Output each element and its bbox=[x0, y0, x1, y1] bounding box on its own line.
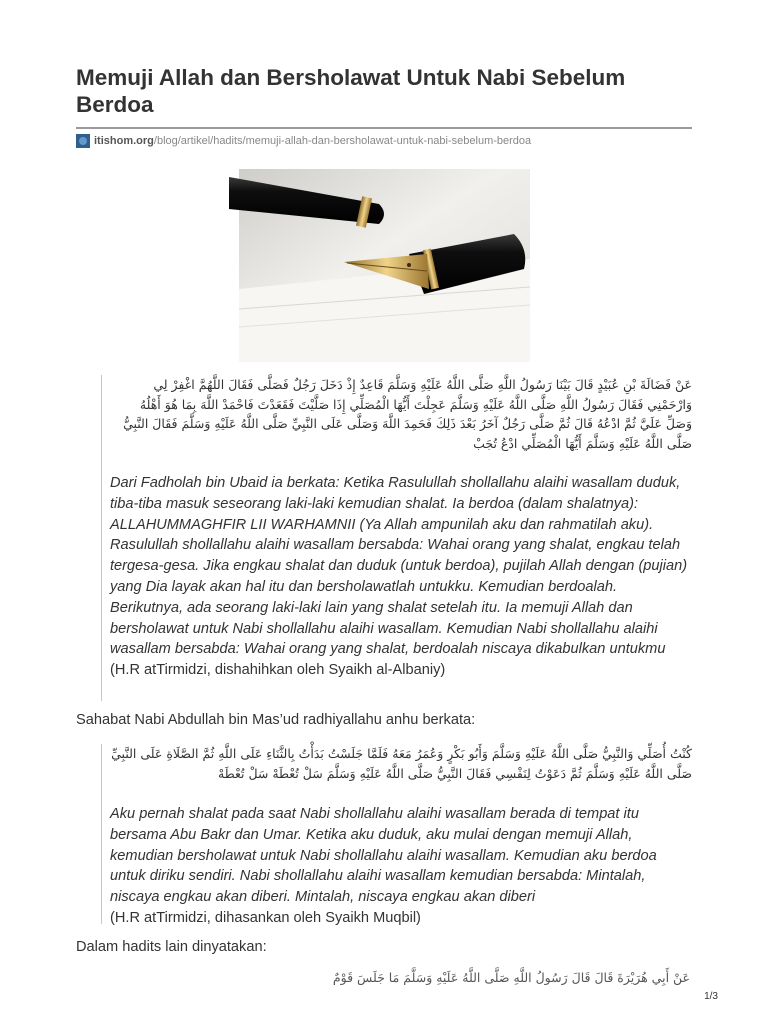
hadith-2-reference: (H.R atTirmidzi, dihasankan oleh Syaikh Muqbil) bbox=[110, 909, 421, 926]
hadith-quote-2 bbox=[101, 744, 692, 924]
hadith-1-translation: Dari Fadholah bin Ubaid ia berkata: Ketika Rasulullah shollallahu alaihi wasallam duduk, tiba-tiba masuk seseorang laki-laki kemudian shalat. Ia berdoa (dalam shalatnya): ALLAHUMMAGHFIR LII WARHAMNII (Ya Allah ampunilah aku dan rahmatilah aku). Rasulullah shollallahu alaihi wasallam bersabda: Wahai orang yang shalat, engkau telah tergesa-gesa. Jika engkau shalat dan duduk (untuk berdoa), pujilah Allah dengan (pujian) yang Dia layak akan hal itu dan bersholawatlah untukku. Kemudian berdoalah. Berikutnya, ada seorang laki-laki lain yang shalat setelah itu. Ia memuji Allah dan bersholawat untuk Nabi shollallahu alaihi wasallam. Kemudian Nabi shollallahu alaihi wasallam bersabda: Wahai orang yang shalat, berdoalah niscaya dikabulkan untukmu bbox=[110, 475, 688, 658]
hadith-1-reference: (H.R atTirmidzi, dishahihkan oleh Syaikh al-Albaniy) bbox=[110, 662, 446, 679]
source-domain[interactable]: itishom.org bbox=[94, 135, 154, 147]
hadith-1-translation-block bbox=[110, 473, 690, 681]
site-favicon-icon bbox=[76, 134, 90, 148]
title-divider bbox=[76, 127, 692, 129]
cutoff-arabic-line: عَنْ أَبِي هُرَيْرَةَ قَالَ قَالَ رَسُولُ اللَّهِ صَلَّى اللَّهُ عَلَيْهِ وَسَلَّمَ مَا جَلَسَ قَوْمٌ bbox=[332, 970, 690, 985]
intro-paragraph-3: Dalam hadits lain dinyatakan: bbox=[76, 939, 267, 955]
hadith-quote-1 bbox=[101, 375, 692, 701]
source-path[interactable]: /blog/artikel/hadits/memuji-allah-dan-bersholawat-untuk-nabi-sebelum-berdoa bbox=[153, 135, 532, 147]
page-number: 1/3 bbox=[704, 991, 718, 1002]
source-line[interactable] bbox=[76, 133, 531, 149]
hadith-2-arabic: كُنْتُ أُصَلِّي وَالنَّبِيُّ صَلَّى اللَّهُ عَلَيْهِ وَسَلَّمَ وَأَبُو بَكْرٍ وَعُمَرُ مَعَهُ فَلَمَّا جَلَسْتُ بَدَأْتُ بِالثَّنَاءِ عَلَى اللَّهِ ثُمَّ الصَّلَاةِ عَلَى النَّبِيِّ صَلَّى اللَّهُ عَلَيْهِ وَسَلَّمَ ثُمَّ دَعَوْتُ لِنَفْسِي فَقَالَ النَّبِيُّ صَلَّى اللَّهُ عَلَيْهِ وَسَلَّمَ سَلْ تُعْطَهْ سَلْ تُعْطَهْ bbox=[111, 746, 692, 781]
intro-paragraph-2: Sahabat Nabi Abdullah bin Mas’ud radhiyallahu anhu berkata: bbox=[76, 712, 476, 728]
hadith-1-arabic: عَنْ فَضَالَةَ بْنِ عُبَيْدٍ قَالَ بَيْنَا رَسُولُ اللَّهِ صَلَّى اللَّهُ عَلَيْهِ وَسَلَّمَ قَاعِدٌ إِذْ دَخَلَ رَجُلٌ فَصَلَّى فَقَالَ اللَّهُمَّ اغْفِرْ لِي وَارْحَمْنِي فَقَالَ رَسُولُ اللَّهِ صَلَّى اللَّهُ عَلَيْهِ وَسَلَّمَ عَجِلْتَ أَيُّهَا الْمُصَلِّي إِذَا صَلَّيْتَ فَقَعَدْتَ فَاحْمَدْ اللَّهَ بِمَا هُوَ أَهْلُهُ وَصَلِّ عَلَيَّ ثُمَّ ادْعُهُ قَالَ ثُمَّ صَلَّى رَجُلٌ آخَرُ بَعْدَ ذَلِكَ فَحَمِدَ اللَّهَ وَصَلَّى عَلَى النَّبِيِّ صَلَّى اللَّهُ عَلَيْهِ وَسَلَّمَ فَقَالَ النَّبِيُّ صَلَّى اللَّهُ عَلَيْهِ وَسَلَّمَ أَيُّهَا الْمُصَلِّي ادْعُ تُجَبْ bbox=[123, 377, 692, 451]
hadith-2-translation-block bbox=[110, 804, 690, 929]
hadith-2-translation: Aku pernah shalat pada saat Nabi shollallahu alaihi wasallam berada di tempat itu bersama Abu Bakr dan Umar. Ketika aku duduk, aku mulai dengan memuji Allah, kemudian bersholawat untuk Nabi shollallahu alaihi wasallam. Kemudian aku berdoa untuk diriku sendiri. Nabi shollallahu alaihi wasallam kemudian bersabda: Mintalah, niscaya engkau akan diberi. Mintalah, niscaya engkau akan diberi bbox=[110, 806, 657, 906]
page-title: Memuji Allah dan Bersholawat Untuk Nabi Sebelum Berdoa bbox=[76, 65, 626, 117]
fountain-pen-image bbox=[239, 169, 530, 362]
